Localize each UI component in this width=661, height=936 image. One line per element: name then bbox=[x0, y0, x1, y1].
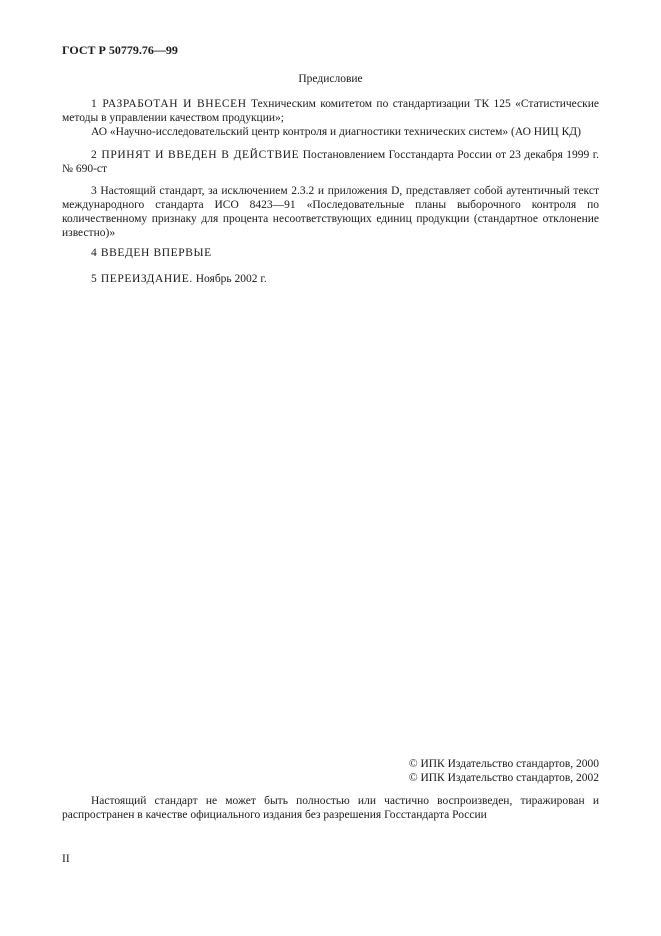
standard-code-header: ГОСТ Р 50779.76—99 bbox=[62, 43, 178, 57]
item-1-extra: АО «Научно-исследовательский центр контроля и диагностики технических систем» (АО НИЦ КД) bbox=[91, 126, 581, 138]
item-1-text: Техническим комитетом по стандартизации ТК 125 «Статистические методы в управлении качеством продукции»; bbox=[62, 98, 599, 124]
item-3-text: 3 Настоящий стандарт, за исключением 2.3.2 и приложения D, представляет собой аутентичный текст международного стандарта ИСО 8423—91 «Последовательные планы выборочного контроля по количественному признаку для процента несоответствующих единиц продукции (стандартное отклонение известно)» bbox=[62, 185, 599, 239]
item-1-lead: 1 РАЗРАБОТАН И ВНЕСЕН bbox=[91, 98, 247, 110]
item-5-text: Ноябрь 2002 г. bbox=[192, 273, 267, 285]
copyright-line: © ИПК Издательство стандартов, 2000 bbox=[408, 758, 599, 770]
reproduction-notice: Настоящий стандарт не может быть полностью или частично воспроизведен, тиражирован и распространен в качестве официального издания без разрешения Госстандарта России bbox=[62, 795, 599, 821]
foreword-item-2 bbox=[62, 148, 599, 176]
copyright-block bbox=[409, 757, 599, 785]
foreword-item-1 bbox=[62, 97, 599, 139]
copyright-line: © ИПК Издательство стандартов, 2002 bbox=[408, 772, 599, 784]
foreword-item-3 bbox=[62, 184, 599, 240]
page-number: II bbox=[62, 853, 70, 865]
section-title: Предисловие bbox=[298, 73, 363, 85]
item-5-lead: 5 ПЕРЕИЗДАНИЕ. bbox=[91, 273, 193, 285]
foreword-item-4 bbox=[62, 246, 599, 260]
foreword-item-5 bbox=[62, 272, 599, 286]
item-2-lead: 2 ПРИНЯТ И ВВЕДЕН В ДЕЙСТВИЕ bbox=[91, 149, 300, 161]
item-2-text: Постановлением Госстандарта России от 23 декабря 1999 г. № 690-ст bbox=[62, 149, 599, 175]
item-4-lead: 4 ВВЕДЕН ВПЕРВЫЕ bbox=[91, 247, 212, 259]
